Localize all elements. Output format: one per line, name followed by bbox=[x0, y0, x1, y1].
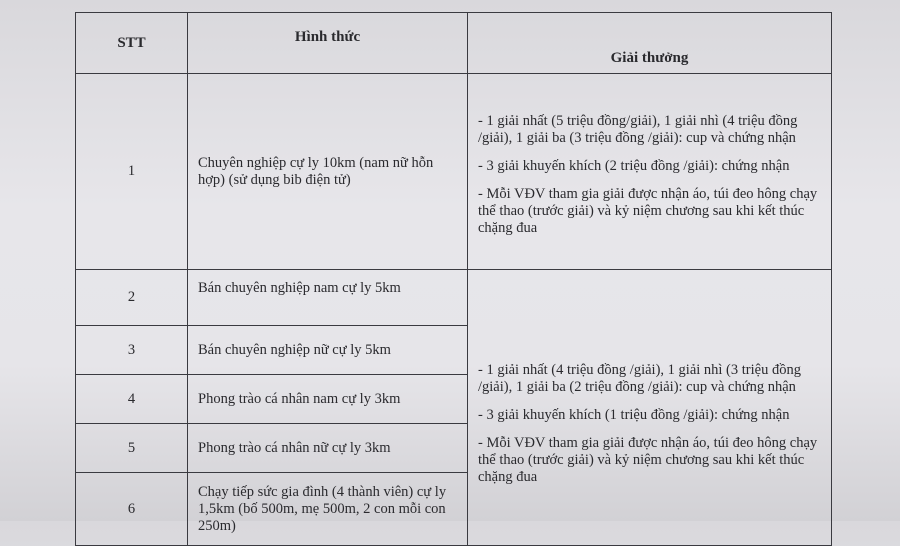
prize-line: - 1 giải nhất (4 triệu đồng /giải), 1 giải nhì (3 triệu đồng /giải), 1 giải ba (2 triệu đồng /giải): cup và chứng nhận bbox=[478, 361, 801, 395]
header-prize: Giải thưởng bbox=[468, 13, 832, 74]
prize-line: - 3 giải khuyến khích (1 triệu đồng /giải): chứng nhận bbox=[478, 406, 790, 423]
prize-line: - 1 giải nhất (5 triệu đồng/giải), 1 giải nhì (4 triệu đồng /giải), 1 giải ba (3 triệu đồng /giải): cup và chứng nhận bbox=[478, 113, 798, 146]
header-stt: STT bbox=[76, 13, 188, 74]
row-form: Chuyên nghiệp cự ly 10km (nam nữ hỗn hợp) (sử dụng bib điện tử) bbox=[188, 74, 468, 270]
row-stt: 2 bbox=[76, 270, 188, 326]
table-row bbox=[76, 270, 832, 326]
prize-line: - Mỗi VĐV tham gia giải được nhận áo, túi đeo hông chạy thể thao (trước giải) và kỷ niệm chương sau khi kết thúc chặng đua bbox=[478, 434, 818, 485]
row-stt: 5 bbox=[76, 424, 188, 473]
row-stt: 4 bbox=[76, 375, 188, 424]
row-form: Bán chuyên nghiệp nữ cự ly 5km bbox=[188, 326, 468, 375]
row-form: Chạy tiếp sức gia đình (4 thành viên) cự ly 1,5km (bố 500m, mẹ 500m, 2 con mỗi con 250m) bbox=[188, 473, 468, 546]
table-row bbox=[76, 74, 832, 270]
prize-cell-shared bbox=[468, 270, 832, 546]
prize-table bbox=[75, 12, 832, 546]
header-form: Hình thức bbox=[188, 13, 468, 74]
row-stt: 3 bbox=[76, 326, 188, 375]
row-form: Phong trào cá nhân nam cự ly 3km bbox=[188, 375, 468, 424]
prize-line: - Mỗi VĐV tham gia giải được nhận áo, túi đeo hông chạy thể thao (trước giải) và kỷ niệm chương sau khi kết thúc chặng đua bbox=[478, 186, 818, 236]
prize-line: - 3 giải khuyến khích (2 triệu đồng /giải): chứng nhận bbox=[478, 158, 790, 174]
table-header-row bbox=[76, 13, 832, 74]
row-form: Phong trào cá nhân nữ cự ly 3km bbox=[188, 424, 468, 473]
row-form: Bán chuyên nghiệp nam cự ly 5km bbox=[188, 270, 468, 326]
prize-cell-row1 bbox=[468, 74, 832, 270]
row-stt: 6 bbox=[76, 473, 188, 546]
row-stt: 1 bbox=[76, 74, 188, 270]
